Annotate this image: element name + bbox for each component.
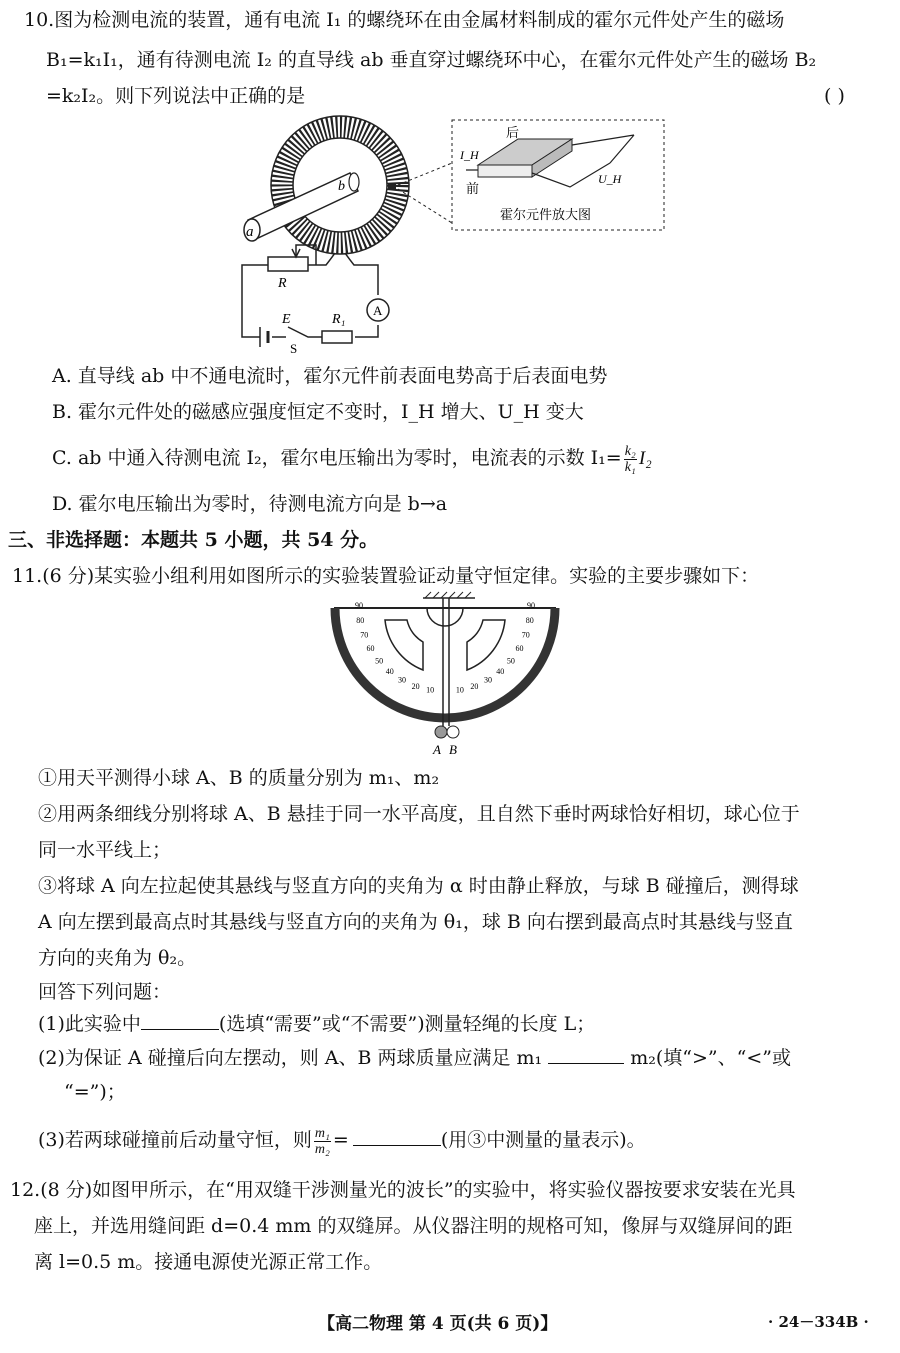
q10-figure <box>230 115 670 355</box>
protractor-body <box>335 608 555 718</box>
tick-label: 40 <box>385 666 394 676</box>
q10-line1: 10.图为检测电流的装置，通有电流 I₁ 的螺绕环在由金属材料制成的霍尔元件处产生的磁场 <box>24 9 785 31</box>
q11-intro: 11.(6 分)某实验小组利用如图所示的实验装置验证动量守恒定律。实验的主要步骤如下： <box>12 565 760 587</box>
q11-step2-line1: ②用两条细线分别将球 A、B 悬挂于同一水平高度，且自然下垂时两球恰好相切，球心位于 <box>38 803 800 825</box>
inset-caption: 霍尔元件放大图 <box>500 207 592 222</box>
q10-option-d: D. 霍尔电压输出为零时，待测电流方向是 b→a <box>52 493 448 515</box>
frac-denominator: k₁ <box>624 459 636 475</box>
tick-label: 60 <box>515 644 524 653</box>
q10-option-a: A. 直导线 ab 中不通电流时，霍尔元件前表面电势高于后表面电势 <box>52 365 608 387</box>
tick-label: 60 <box>366 644 375 653</box>
tick-label: 20 <box>470 681 479 691</box>
q11-protractor-figure <box>325 590 565 760</box>
q10-option-c-text: C. ab 中通入待测电流 I₂，霍尔电压输出为零时，电流表的示数 I₁= <box>52 447 622 469</box>
tick-label: 10 <box>426 685 435 695</box>
tick-label: 80 <box>525 615 534 625</box>
q10-option-c <box>52 438 652 479</box>
q11-part1-blank[interactable] <box>141 1011 219 1030</box>
q11-part1 <box>38 1010 595 1038</box>
q11-step3-line3: 方向的夹角为 θ₂。 <box>38 947 197 969</box>
q11-part3-eq: = <box>332 1129 349 1151</box>
q12-line1: 12.(8 分)如图甲所示，在“用双缝干涉测量光的波长”的实验中，将实验仪器按要求安装在光具 <box>10 1179 796 1201</box>
q12-line2: 座上，并选用缝间距 d=0.4 mm 的双缝屏。从仪器注明的规格可知，像屏与双缝屏间的距 <box>34 1215 793 1237</box>
tick-label: 10 <box>455 685 464 695</box>
q11-part2 <box>38 1044 791 1072</box>
tick-label: 50 <box>506 656 515 666</box>
tick-label: 20 <box>411 681 420 691</box>
tick-label: 40 <box>496 666 505 676</box>
frac-numerator: k₂ <box>624 443 636 459</box>
tick-label: 90 <box>527 601 535 610</box>
footer-page-info: 【高二物理 第 4 页(共 6 页)】 <box>318 1314 558 1334</box>
tick-label: 30 <box>484 675 492 685</box>
tick-label: 80 <box>356 615 365 625</box>
tick-label: 70 <box>360 630 369 640</box>
label-ammeter: A <box>373 303 383 318</box>
frac-denominator: m₂ <box>314 1141 330 1157</box>
inset-label-IH: I_H <box>460 148 479 162</box>
q10-option-c-fraction <box>624 444 637 475</box>
inset-label-back: 后 <box>506 125 520 140</box>
tick-label: 30 <box>398 675 406 685</box>
q12-line3: 离 l=0.5 m。接通电源使光源正常工作。 <box>34 1251 383 1273</box>
q11-part3 <box>38 1120 646 1160</box>
ball-a <box>435 726 447 738</box>
label-ball-a: A <box>433 742 441 757</box>
circuit <box>242 245 378 347</box>
q11-part2-line2: “=”)； <box>64 1081 126 1103</box>
label-R: R <box>278 276 287 291</box>
tick-label: 50 <box>375 656 384 666</box>
frac-numerator: m₁ <box>314 1125 330 1141</box>
inset-label-UH: U_H <box>598 172 622 186</box>
q11-part3-pre: (3)若两球碰撞前后动量守恒，则 <box>38 1129 312 1151</box>
q10-answer-paren: ( ) <box>824 85 845 107</box>
label-S: S <box>290 341 298 355</box>
q11-part3-blank[interactable] <box>353 1127 441 1146</box>
q11-part3-post: (用③中测量的量表示)。 <box>440 1129 646 1151</box>
q11-step3-line1: ③将球 A 向左拉起使其悬线与竖直方向的夹角为 α 时由静止释放，与球 B 碰撞后，测得球 <box>38 875 799 897</box>
q11-part1-post: (选填“需要”或“不需要”)测量轻绳的长度 L； <box>218 1013 596 1035</box>
tick-label: 70 <box>521 630 530 640</box>
q11-part1-pre: (1)此实验中 <box>38 1013 141 1035</box>
label-a: a <box>246 224 254 240</box>
label-E: E <box>282 312 291 327</box>
inset-label-front: 前 <box>466 181 480 196</box>
q11-step1: ①用天平测得小球 A、B 的质量分别为 m₁、m₂ <box>38 767 440 789</box>
q11-part2-pre: (2)为保证 A 碰撞后向左摆动，则 A、B 两球质量应满足 m₁ <box>38 1047 543 1069</box>
hall-element <box>388 183 396 189</box>
q11-step3-line2: A 向左摆到最高点时其悬线与竖直方向的夹角为 θ₁，球 B 向右摆到最高点时其悬线与竖直 <box>38 911 793 933</box>
q11-step2-line2: 同一水平线上； <box>38 839 172 861</box>
q11-part2-post: m₂(填“>”、“<”或 <box>630 1047 791 1069</box>
section-3-heading: 三、非选择题：本题共 5 小题，共 54 分。 <box>8 529 379 551</box>
footer-code: · 24－334B · <box>768 1313 869 1331</box>
q10-line3: =k₂I₂。则下列说法中正确的是 <box>46 85 306 107</box>
q10-line2: B₁=k₁I₁，通有待测电流 I₂ 的直导线 ab 垂直穿过螺绕环中心，在霍尔元件处产生的磁场 B₂ <box>46 49 817 71</box>
label-ball-b: B <box>449 742 457 757</box>
ball-b <box>447 726 459 738</box>
q10-option-b: B. 霍尔元件处的磁感应强度恒定不变时，I_H 增大、U_H 变大 <box>52 401 584 423</box>
label-b: b <box>338 179 345 194</box>
label-R1: R₁ <box>332 312 346 327</box>
ceiling-hatch <box>423 592 475 598</box>
tick-label: 90 <box>355 601 363 610</box>
q11-part2-blank[interactable] <box>548 1045 624 1064</box>
q10-option-c-tail: I₂ <box>638 448 652 469</box>
q11-answer-intro: 回答下列问题： <box>38 981 172 1003</box>
q11-part3-fraction <box>314 1126 331 1157</box>
